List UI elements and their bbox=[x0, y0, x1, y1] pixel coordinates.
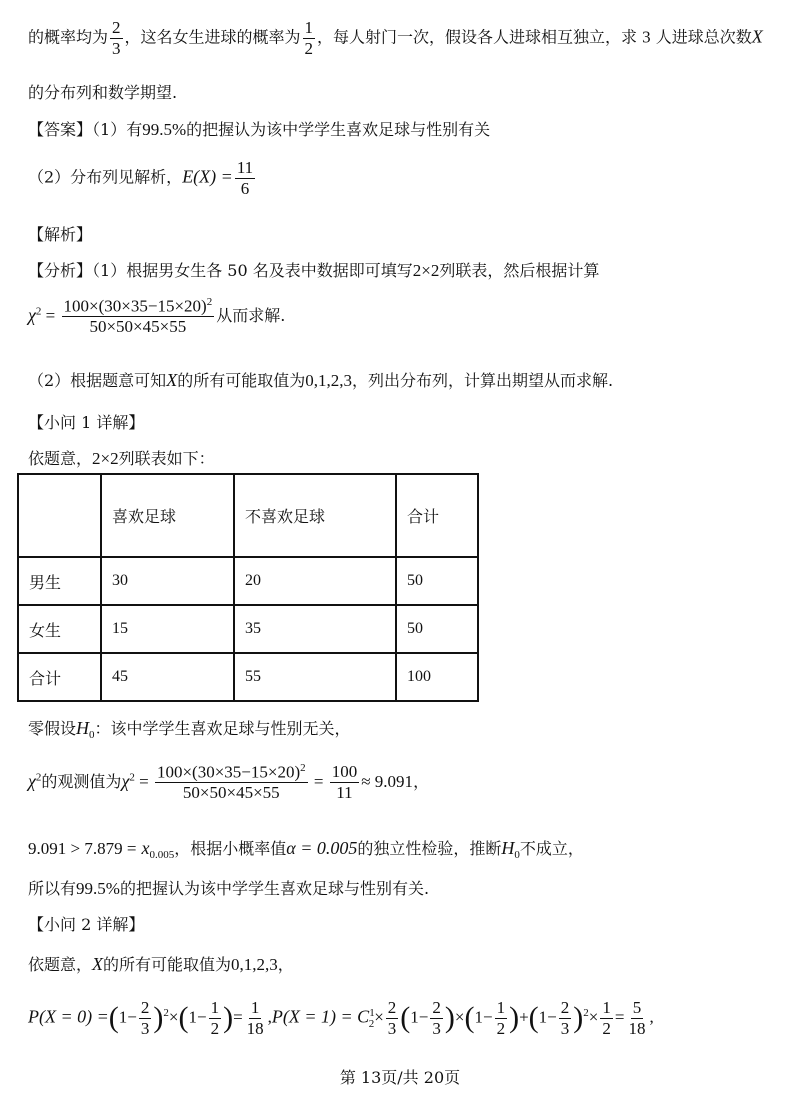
table-row: 男生 30 20 50 bbox=[18, 557, 478, 605]
table-row: 喜欢足球 不喜欢足球 合计 bbox=[18, 474, 478, 557]
table-row: 女生 15 35 50 bbox=[18, 605, 478, 653]
fraction-one-half: $\frac{1}{2}$ bbox=[304, 18, 314, 58]
subquestion-2-heading: 【小问 2 详解】 bbox=[28, 915, 145, 934]
answer-line-2: （2）分布列见解析，E(X) = $\frac{11}{6}$ bbox=[28, 158, 254, 198]
contingency-table bbox=[17, 473, 479, 702]
answer-line-1: 【答案】（1）有99.5%的把握认为该中学学生喜欢足球与性别有关 bbox=[28, 120, 491, 139]
analysis-line-1: 【分析】（1）根据男女生各 50 名及表中数据即可填写2×2列联表，然后根据计算 bbox=[28, 261, 600, 280]
probability-line: P(X = 0) =(1− $\frac{2}{3}$ )$^2$×(1− $\frac{1}{2}$ )= $\frac{1}{18}$ $,P(X = 1) = C^1_2\times$ $\frac{2}{3}$ (1− $\frac{2}{3}$ )×(1− $\frac{1}{2}$ )+(1− $\frac{2}{3}$ )$^2$× $\frac{1}{2}$ = $\frac{5}{18}$ , bbox=[28, 998, 654, 1038]
comparison-line: $9.091 > 7.879 = x_{0.005}$，根据小概率值α = 0.005的独立性检验，推断$H_0$不成立， bbox=[28, 838, 584, 862]
page-footer: 第 13页/共 20页 bbox=[339, 1068, 461, 1087]
chi-square-formula: $\chi^2$ = $\frac{100\times(30\times 35-15\times 20)^2}{50\times 50\times 45\times 55}$ 从而求解. bbox=[28, 296, 286, 337]
table-intro: 依题意，2×2列联表如下： bbox=[28, 449, 215, 468]
chi-square-observed: $\chi^2$的观测值为$\chi^2$ = $\frac{100\times(30\times 35-15\times 20)^2}{50\times 50\times 45\times 55}$ = $\frac{100}{11}$ ≈ 9.091， bbox=[28, 762, 430, 803]
problem-line-1: 的概率均为 $\frac{2}{3}$ ，这名女生进球的概率为 $\frac{1}{2}$ ，每人射门一次，假设各人进球相互独立，求 3 人进球总次数X bbox=[28, 18, 763, 58]
fraction-eleven-sixths: $\frac{11}{6}$ bbox=[236, 158, 254, 198]
table-row: 合计 45 55 100 bbox=[18, 653, 478, 701]
subquestion-1-heading: 【小问 1 详解】 bbox=[28, 413, 145, 432]
analysis-heading: 【解析】 bbox=[28, 225, 93, 244]
values-line: 依题意，X的所有可能取值为0,1,2,3， bbox=[28, 954, 294, 974]
chi-square-fraction: $\frac{100\times(30\times 35-15\times 20)^2}{50\times 50\times 45\times 55}$ bbox=[63, 296, 213, 337]
problem-line-2: 的分布列和数学期望. bbox=[28, 83, 178, 102]
analysis-line-2: （2）根据题意可知X的所有可能取值为0,1,2,3，列出分布列，计算出期望从而求解. bbox=[28, 370, 614, 390]
null-hypothesis: 零假设$H_0$：该中学学生喜欢足球与性别无关， bbox=[28, 718, 351, 742]
fraction-two-thirds: $\frac{2}{3}$ bbox=[112, 18, 121, 58]
conclusion-line: 所以有99.5%的把握认为该中学学生喜欢足球与性别有关. bbox=[28, 879, 430, 898]
